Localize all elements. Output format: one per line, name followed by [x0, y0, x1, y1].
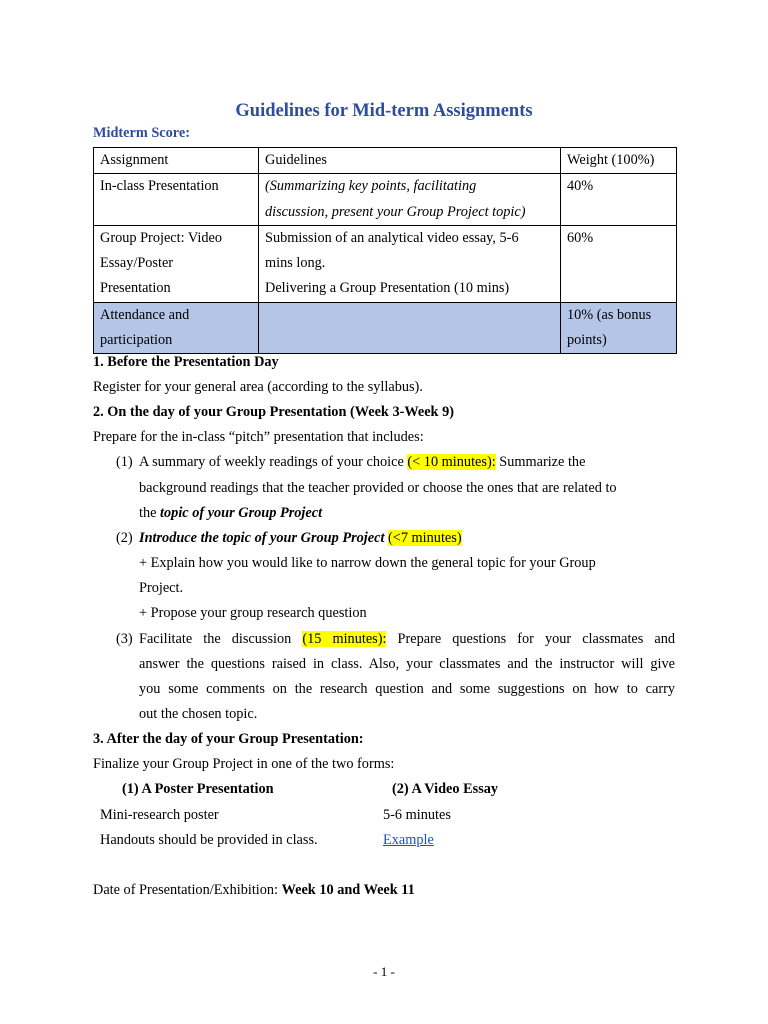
table-row — [94, 174, 677, 226]
list-item-text: + Propose your group research question — [139, 605, 367, 621]
table-cell: In-class Presentation — [94, 174, 259, 226]
paragraph: Finalize your Group Project in one of the two forms: — [93, 756, 395, 772]
table-header-cell: Weight (100%) — [561, 148, 677, 174]
section-heading: 1. Before the Presentation Day — [93, 354, 279, 370]
list-number: (1) — [116, 454, 133, 470]
paragraph: Register for your general area (according to the syllabus). — [93, 379, 423, 395]
table-cell: Submission of an analytical video essay, 5-6 mins long. Delivering a Group Presentation (10 mins) — [259, 225, 561, 302]
section-subtitle: Midterm Score: — [93, 125, 190, 141]
list-item-text: the topic of your Group Project — [139, 505, 323, 521]
list-item-text: out the chosen topic. — [139, 706, 258, 722]
section-heading: 2. On the day of your Group Presentation (Week 3-Week 9) — [93, 404, 454, 420]
table-header-row — [94, 148, 677, 174]
list-number: (3) — [116, 631, 133, 647]
list-item-text: 5-6 minutes — [383, 807, 451, 823]
table-header-cell: Guidelines — [259, 148, 561, 174]
date-line: Date of Presentation/Exhibition: Week 10 and Week 11 — [93, 882, 415, 898]
table-cell — [259, 302, 561, 354]
table-cell: Attendance and participation — [94, 302, 259, 354]
list-item-text: background readings that the teacher provided or choose the ones that are related to — [139, 480, 617, 496]
table-header-cell: Assignment — [94, 148, 259, 174]
table-row — [94, 302, 677, 354]
list-item-text: Introduce the topic of your Group Project (<7 minutes) — [139, 530, 462, 546]
list-item-text: answer the questions raised in class. Also, your classmates and the instructor will give — [139, 656, 675, 672]
page-title: Guidelines for Mid-term Assignments — [235, 101, 533, 121]
table-row — [94, 225, 677, 302]
table-cell: 40% — [561, 174, 677, 226]
time-highlight: (15 minutes): — [302, 631, 387, 647]
list-item-text: + Explain how you would like to narrow down the general topic for your Group — [139, 555, 596, 571]
list-number: (2) — [116, 530, 133, 546]
list-item-text: you some comments on the research question and some suggestions on how to carry — [139, 681, 675, 697]
column-heading: (1) A Poster Presentation — [122, 781, 274, 797]
time-highlight: (<7 minutes) — [388, 530, 462, 546]
list-item-text: Handouts should be provided in class. — [100, 832, 318, 848]
example-link[interactable]: Example — [383, 832, 434, 848]
page-number: - 1 - — [373, 964, 395, 979]
column-heading: (2) A Video Essay — [392, 781, 499, 797]
table-cell: (Summarizing key points, facilitating discussion, present your Group Project topic) — [259, 174, 561, 226]
time-highlight: (< 10 minutes): — [407, 454, 496, 470]
list-item-text: Mini-research poster — [100, 807, 219, 823]
section-heading: 3. After the day of your Group Presentation: — [93, 731, 364, 747]
list-item-text: Project. — [139, 580, 184, 596]
list-item-text: Facilitate the discussion (15 minutes): Prepare questions for your classmates and — [139, 631, 676, 647]
table-cell: 10% (as bonus points) — [561, 302, 677, 354]
midterm-score-table — [93, 147, 677, 354]
paragraph: Prepare for the in-class “pitch” presentation that includes: — [93, 429, 424, 445]
list-item-text: A summary of weekly readings of your choice (< 10 minutes): Summarize the — [139, 454, 586, 470]
table-cell: Group Project: Video Essay/Poster Presentation — [94, 225, 259, 302]
table-cell: 60% — [561, 225, 677, 302]
